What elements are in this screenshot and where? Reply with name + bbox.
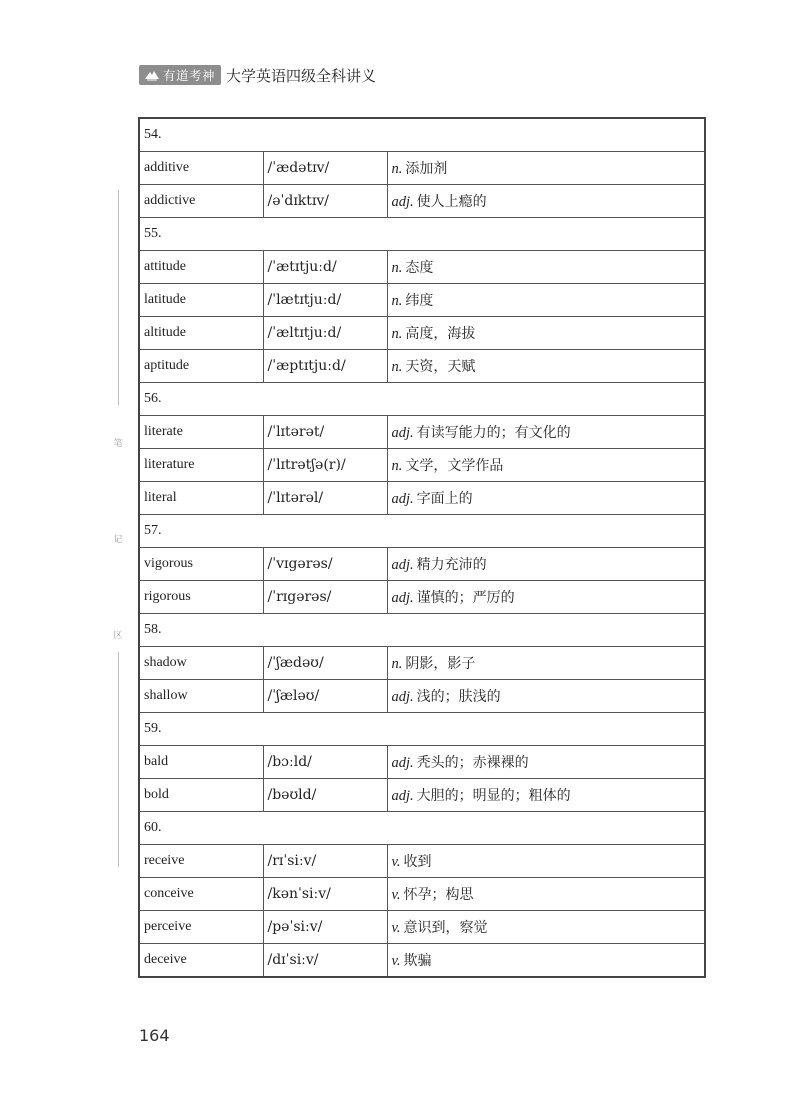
vocab-row	[139, 350, 705, 383]
brand-badge	[139, 65, 221, 85]
vocab-word: literal	[139, 482, 263, 515]
group-header-row	[139, 713, 705, 746]
vocab-row	[139, 152, 705, 185]
meaning: 纬度	[405, 293, 434, 309]
part-of-speech: n.	[391, 326, 403, 342]
vocab-row	[139, 482, 705, 515]
part-of-speech: adj.	[391, 590, 414, 606]
vocab-row	[139, 845, 705, 878]
vocab-word: altitude	[139, 317, 263, 350]
vocab-word: vigorous	[139, 548, 263, 581]
vocab-row	[139, 779, 705, 812]
notes-divider-bottom	[118, 652, 119, 867]
vocab-definition	[387, 482, 705, 515]
vocab-pronunciation: /ˈʃædəʊ/	[263, 647, 387, 680]
vocab-row	[139, 680, 705, 713]
vocab-row	[139, 911, 705, 944]
part-of-speech: n.	[391, 656, 403, 672]
page-header	[139, 64, 376, 86]
group-header-row	[139, 614, 705, 647]
part-of-speech: v.	[391, 920, 401, 936]
meaning: 收到	[403, 854, 432, 870]
meaning: 欺骗	[403, 953, 432, 969]
vocab-word: latitude	[139, 284, 263, 317]
vocab-definition	[387, 449, 705, 482]
meaning: 字面上的	[416, 491, 473, 507]
meaning: 天资，天赋	[405, 359, 476, 375]
page-number: 164	[139, 1026, 170, 1045]
notes-divider-top	[118, 190, 119, 405]
vocab-row	[139, 647, 705, 680]
meaning: 阴影，影子	[405, 656, 476, 672]
vocab-definition	[387, 746, 705, 779]
vocab-word: bold	[139, 779, 263, 812]
group-number: 55.	[139, 218, 705, 251]
vocab-row	[139, 251, 705, 284]
vocab-word: rigorous	[139, 581, 263, 614]
vocab-row	[139, 284, 705, 317]
vocabulary-table-body	[139, 118, 705, 977]
vocab-row	[139, 548, 705, 581]
notes-label-char: 笔	[113, 439, 123, 449]
vocab-row	[139, 944, 705, 978]
part-of-speech: n.	[391, 359, 403, 375]
vocab-row	[139, 581, 705, 614]
part-of-speech: n.	[391, 260, 403, 276]
vocab-pronunciation: /ˈæltɪtjuːd/	[263, 317, 387, 350]
meaning: 谨慎的；严厉的	[416, 590, 515, 606]
vocab-word: literate	[139, 416, 263, 449]
group-header-row	[139, 812, 705, 845]
vocab-definition	[387, 416, 705, 449]
meaning: 精力充沛的	[416, 557, 487, 573]
group-number: 54.	[139, 118, 705, 152]
meaning: 文学，文学作品	[405, 458, 504, 474]
vocab-word: receive	[139, 845, 263, 878]
part-of-speech: adj.	[391, 194, 414, 210]
vocab-pronunciation: /ˈʃæləʊ/	[263, 680, 387, 713]
group-header-row	[139, 515, 705, 548]
vocab-row	[139, 317, 705, 350]
part-of-speech: v.	[391, 887, 401, 903]
vocab-definition	[387, 878, 705, 911]
vocab-pronunciation: /ˈætɪtjuːd/	[263, 251, 387, 284]
part-of-speech: v.	[391, 953, 401, 969]
vocab-row	[139, 449, 705, 482]
group-header-row	[139, 383, 705, 416]
meaning: 怀孕；构思	[403, 887, 474, 903]
vocab-row	[139, 746, 705, 779]
vocab-row	[139, 416, 705, 449]
group-number: 58.	[139, 614, 705, 647]
vocab-definition	[387, 581, 705, 614]
group-number: 59.	[139, 713, 705, 746]
vocab-definition	[387, 911, 705, 944]
meaning: 添加剂	[405, 161, 448, 177]
part-of-speech: adj.	[391, 689, 414, 705]
group-number: 57.	[139, 515, 705, 548]
part-of-speech: adj.	[391, 788, 414, 804]
vocab-word: additive	[139, 152, 263, 185]
vocab-row	[139, 878, 705, 911]
vocab-word: aptitude	[139, 350, 263, 383]
vocab-pronunciation: /dɪˈsiːv/	[263, 944, 387, 978]
vocab-pronunciation: /ˈlætɪtjuːd/	[263, 284, 387, 317]
vocab-pronunciation: /bəʊld/	[263, 779, 387, 812]
vocab-pronunciation: /ˈvɪgərəs/	[263, 548, 387, 581]
part-of-speech: adj.	[391, 755, 414, 771]
vocab-pronunciation: /ˈlɪtərət/	[263, 416, 387, 449]
vocab-pronunciation: /ˈæptɪtjuːd/	[263, 350, 387, 383]
notes-label-char: 区	[113, 631, 123, 641]
meaning: 意识到，察觉	[403, 920, 488, 936]
vocab-pronunciation: /rɪˈsiːv/	[263, 845, 387, 878]
meaning: 秃头的；赤裸裸的	[416, 755, 529, 771]
vocab-pronunciation: /ˈlɪtərəl/	[263, 482, 387, 515]
meaning: 浅的；肤浅的	[416, 689, 501, 705]
vocab-definition	[387, 185, 705, 218]
vocab-definition	[387, 680, 705, 713]
vocab-definition	[387, 944, 705, 978]
meaning: 有读写能力的；有文化的	[416, 425, 571, 441]
part-of-speech: n.	[391, 293, 403, 309]
vocab-definition	[387, 845, 705, 878]
group-header-row	[139, 218, 705, 251]
brand-name: 有道考神	[163, 68, 216, 83]
part-of-speech: n.	[391, 458, 403, 474]
vocab-word: conceive	[139, 878, 263, 911]
vocab-pronunciation: /ˈrɪgərəs/	[263, 581, 387, 614]
vocab-pronunciation: /kənˈsiːv/	[263, 878, 387, 911]
meaning: 态度	[405, 260, 434, 276]
meaning: 大胆的；明显的；粗体的	[416, 788, 571, 804]
vocab-word: attitude	[139, 251, 263, 284]
vocab-pronunciation: /ˈlɪtrətʃə(r)/	[263, 449, 387, 482]
vocab-word: addictive	[139, 185, 263, 218]
vocab-definition	[387, 548, 705, 581]
group-number: 60.	[139, 812, 705, 845]
vocab-word: perceive	[139, 911, 263, 944]
group-number: 56.	[139, 383, 705, 416]
vocab-word: bald	[139, 746, 263, 779]
vocab-row	[139, 185, 705, 218]
vocab-pronunciation: /ˈædətɪv/	[263, 152, 387, 185]
vocab-definition	[387, 152, 705, 185]
vocab-pronunciation: /bɔːld/	[263, 746, 387, 779]
part-of-speech: adj.	[391, 491, 414, 507]
vocab-definition	[387, 779, 705, 812]
vocab-word: deceive	[139, 944, 263, 978]
vocab-word: literature	[139, 449, 263, 482]
part-of-speech: adj.	[391, 425, 414, 441]
vocab-definition	[387, 284, 705, 317]
vocab-pronunciation: /əˈdɪktɪv/	[263, 185, 387, 218]
vocab-definition	[387, 317, 705, 350]
vocab-definition	[387, 350, 705, 383]
part-of-speech: adj.	[391, 557, 414, 573]
group-header-row	[139, 118, 705, 152]
meaning: 使人上瘾的	[416, 194, 487, 210]
meaning: 高度，海拔	[405, 326, 476, 342]
book-title: 大学英语四级全科讲义	[226, 66, 377, 85]
vocab-word: shallow	[139, 680, 263, 713]
brand-logo-icon	[144, 69, 160, 81]
vocab-word: shadow	[139, 647, 263, 680]
part-of-speech: v.	[391, 854, 401, 870]
vocab-definition	[387, 251, 705, 284]
part-of-speech: n.	[391, 161, 403, 177]
vocab-pronunciation: /pəˈsiːv/	[263, 911, 387, 944]
vocab-definition	[387, 647, 705, 680]
notes-label-char: 记	[113, 535, 123, 545]
vocabulary-table	[138, 117, 706, 978]
